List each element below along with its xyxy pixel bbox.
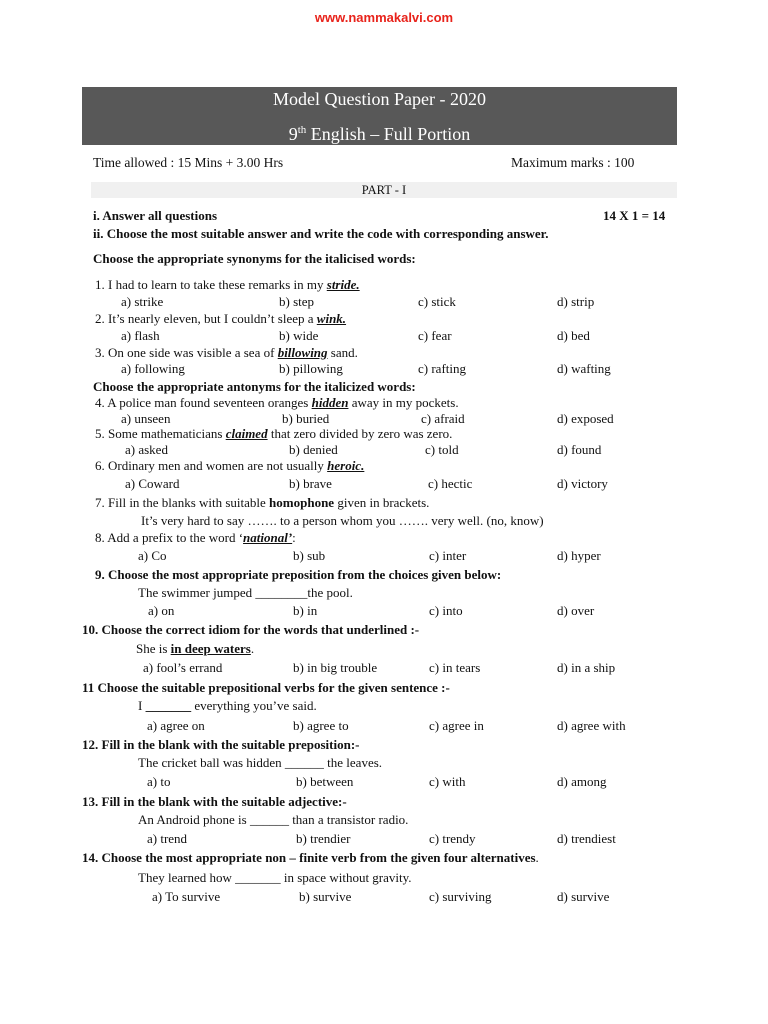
question-11: 11 Choose the suitable prepositional verbs for the given sentence :-	[82, 680, 450, 695]
q11-option-a: a) agree on	[147, 718, 205, 733]
question-14: 14. Choose the most appropriate non – finite verb from the given four alternatives.	[82, 850, 539, 865]
q6-option-a: a) Coward	[125, 476, 180, 491]
instruction-1: i. Answer all questions	[93, 208, 218, 223]
q6-option-c: c) hectic	[428, 476, 473, 491]
question-8: 8. Add a prefix to the word ‘national’:	[95, 530, 296, 545]
q5-option-a: a) asked	[125, 442, 168, 457]
q12-sentence: The cricket ball was hidden ______ the leaves.	[138, 755, 383, 770]
q14-option-a: a) To survive	[152, 889, 221, 904]
q11-option-b: b) agree to	[293, 718, 349, 733]
q3-option-a: a) following	[121, 361, 185, 376]
q8-option-b: b) sub	[293, 548, 326, 563]
q8-option-d: d) hyper	[557, 548, 601, 563]
q11-option-d: d) agree with	[557, 718, 626, 733]
question-7: 7. Fill in the blanks with suitable homophone given in brackets.	[95, 495, 430, 510]
q12-option-b: b) between	[296, 774, 354, 789]
q9-option-a: a) on	[148, 603, 175, 618]
q1-option-b: b) step	[279, 294, 315, 309]
paper-subtitle: 9th English – Full Portion	[288, 124, 471, 144]
q13-option-a: a) trend	[147, 831, 188, 846]
q1-option-a: a) strike	[121, 294, 164, 309]
q12-option-c: c) with	[429, 774, 466, 789]
q2-option-d: d) bed	[557, 328, 590, 343]
q7-sentence: It’s very hard to say ……. to a person whom you ……. very well. (no, know)	[141, 513, 544, 528]
question-6: 6. Ordinary men and women are not usually heroic.	[95, 458, 365, 473]
question-12: 12. Fill in the blank with the suitable preposition:-	[82, 737, 360, 752]
max-marks: Maximum marks : 100	[511, 155, 635, 170]
q10-option-c: c) in tears	[429, 660, 481, 675]
q14-option-b: b) survive	[299, 889, 352, 904]
q10-option-b: b) in big trouble	[293, 660, 378, 675]
q11-option-c: c) agree in	[429, 718, 484, 733]
q5-option-b: b) denied	[289, 442, 338, 457]
q10-option-d: d) in a ship	[557, 660, 616, 675]
q9-sentence: The swimmer jumped ________the pool.	[138, 585, 353, 600]
q5-option-c: c) told	[425, 442, 459, 457]
instruction-2: ii. Choose the most suitable answer and write the code with corresponding answer.	[93, 226, 549, 241]
question-3: 3. On one side was visible a sea of billowing sand.	[95, 345, 358, 360]
q10-option-a: a) fool’s errand	[143, 660, 223, 675]
q2-option-b: b) wide	[279, 328, 319, 343]
q12-option-a: a) to	[147, 774, 171, 789]
part-heading: PART - I	[91, 182, 677, 198]
q13-option-b: b) trendier	[296, 831, 351, 846]
q14-sentence: They learned how _______ in space without gravity.	[138, 870, 412, 885]
q10-sentence: She is in deep waters.	[136, 641, 255, 656]
question-10: 10. Choose the correct idiom for the words that underlined :-	[82, 622, 420, 637]
q1-option-c: c) stick	[418, 294, 456, 309]
q5-option-d: d) found	[557, 442, 602, 457]
antonyms-heading: Choose the appropriate antonyms for the italicized words:	[93, 379, 416, 394]
q9-option-c: c) into	[429, 603, 463, 618]
q13-option-d: d) trendiest	[557, 831, 616, 846]
question-1: 1. I had to learn to take these remarks in my stride.	[95, 277, 360, 292]
q13-option-c: c) trendy	[429, 831, 476, 846]
site-url[interactable]: www.nammakalvi.com	[314, 10, 454, 25]
q6-option-b: b) brave	[289, 476, 332, 491]
question-13: 13. Fill in the blank with the suitable adjective:-	[82, 794, 347, 809]
q3-option-d: d) wafting	[557, 361, 611, 376]
title-banner	[82, 87, 677, 145]
question-4: 4. A police man found seventeen oranges hidden away in my pockets.	[95, 395, 459, 410]
time-allowed: Time allowed : 15 Mins + 3.00 Hrs	[93, 155, 284, 170]
q6-option-d: d) victory	[557, 476, 608, 491]
q4-option-a: a) unseen	[121, 411, 171, 426]
q13-sentence: An Android phone is ______ than a transistor radio.	[138, 812, 409, 827]
q14-option-c: c) surviving	[429, 889, 492, 904]
q3-option-b: b) pillowing	[279, 361, 343, 376]
q4-option-d: d) exposed	[557, 411, 614, 426]
q4-option-b: b) buried	[282, 411, 330, 426]
q14-option-d: d) survive	[557, 889, 610, 904]
question-9: 9. Choose the most appropriate preposition from the choices given below:	[95, 567, 502, 582]
paper-title: Model Question Paper - 2020	[273, 89, 486, 109]
q4-option-c: c) afraid	[421, 411, 465, 426]
q9-option-d: d) over	[557, 603, 595, 618]
question-2: 2. It’s nearly eleven, but I couldn’t sleep a wink.	[95, 311, 347, 326]
q8-option-a: a) Co	[138, 548, 167, 563]
q8-option-c: c) inter	[429, 548, 467, 563]
instruction-marks: 14 X 1 = 14	[603, 208, 666, 223]
q9-option-b: b) in	[293, 603, 318, 618]
q3-option-c: c) rafting	[418, 361, 467, 376]
question-5: 5. Some mathematicians claimed that zero divided by zero was zero.	[95, 426, 453, 441]
q1-option-d: d) strip	[557, 294, 595, 309]
synonyms-heading: Choose the appropriate synonyms for the italicised words:	[93, 251, 416, 266]
q12-option-d: d) among	[557, 774, 607, 789]
q2-option-c: c) fear	[418, 328, 452, 343]
q2-option-a: a) flash	[121, 328, 160, 343]
q11-sentence: I _______ everything you’ve said.	[138, 698, 317, 713]
